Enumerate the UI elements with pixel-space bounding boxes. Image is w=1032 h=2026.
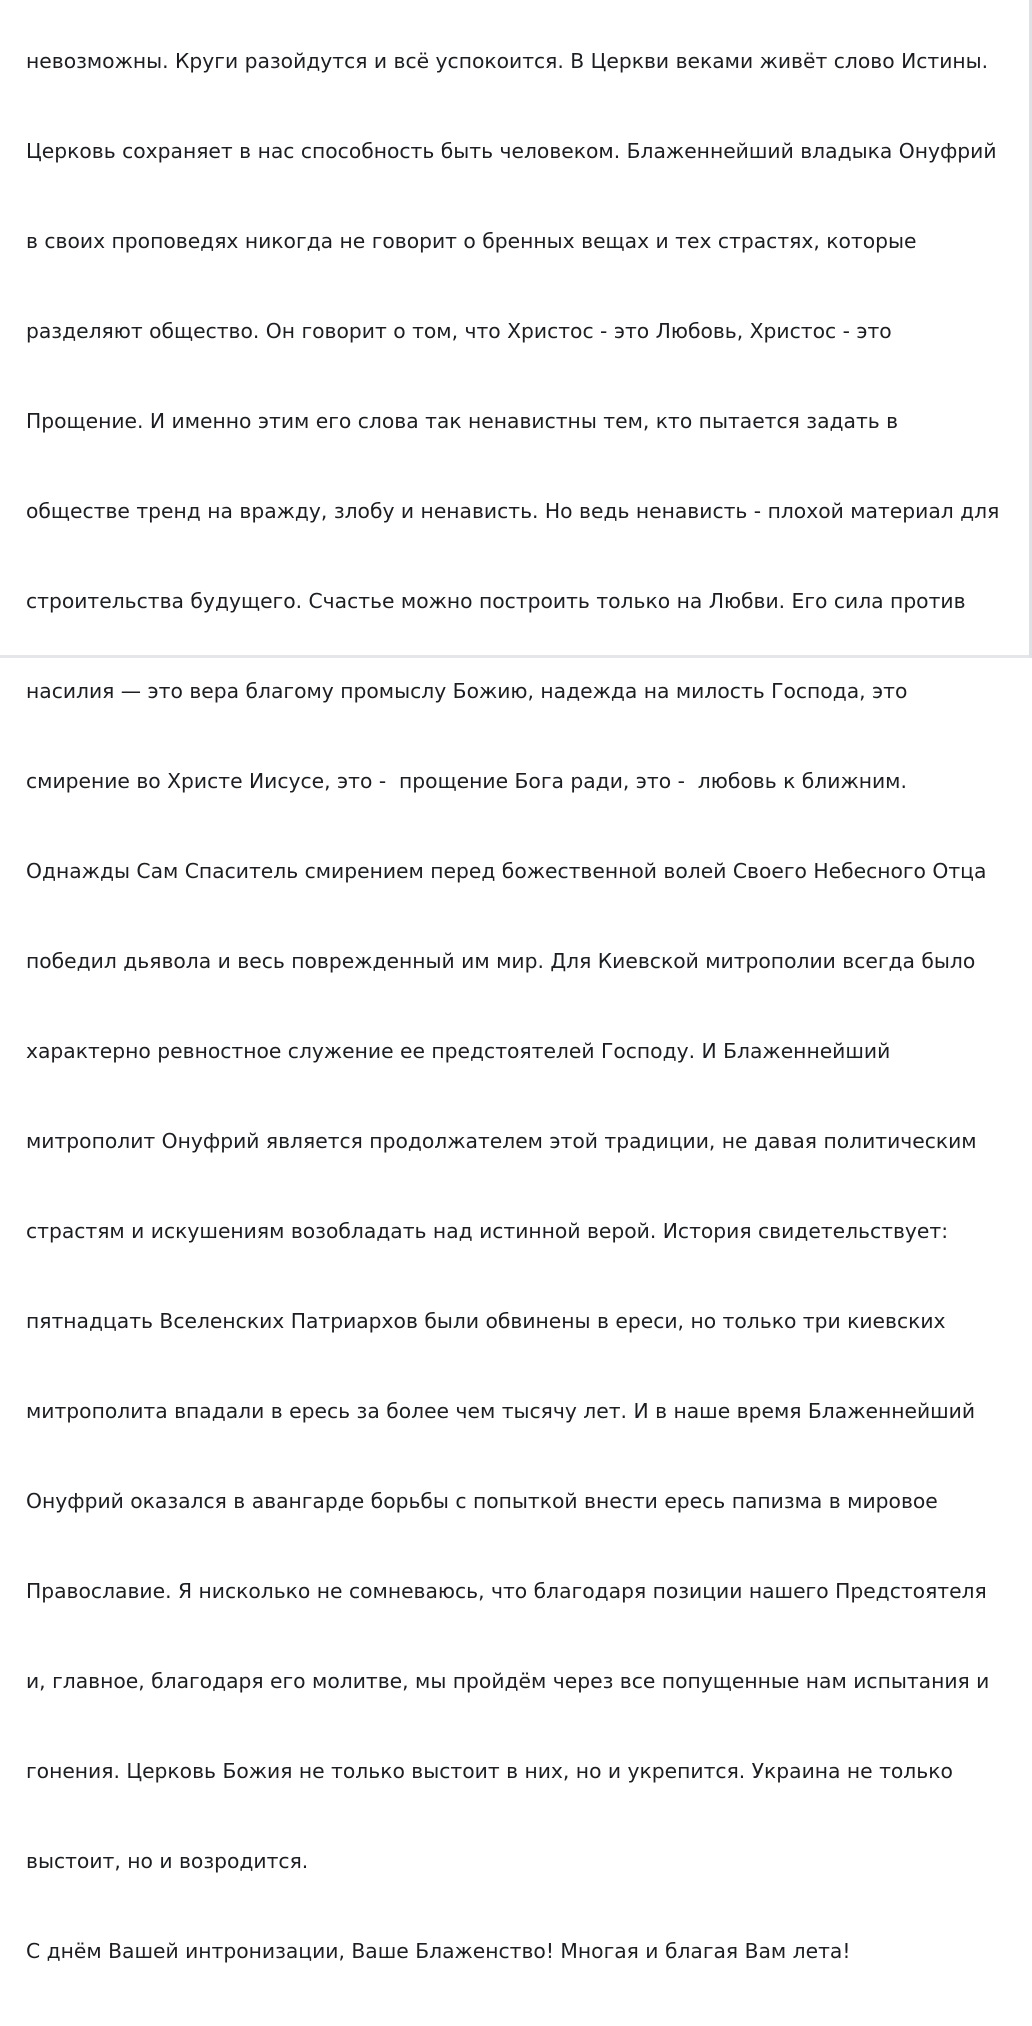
- post-text-line: и, главное, благодаря его молитве, мы пройдём через все попущенные нам испытания и: [26, 1669, 990, 1693]
- post-text-line: страстям и искушениям возобладать над истинной верой. История свидетельствует:: [26, 1219, 949, 1243]
- post-text-line: обществе тренд на вражду, злобу и ненависть. Но ведь ненависть - плохой материал для: [26, 499, 1000, 523]
- post-text-line: Церковь сохраняет в нас способность быть человеком. Блаженнейший владыка Онуфрий: [26, 139, 997, 163]
- post-text-line: Прощение. И именно этим его слова так ненавистны тем, кто пытается задать в: [26, 409, 899, 433]
- post-text-line: Онуфрий оказался в авангарде борьбы с попыткой внести ересь папизма в мировое: [26, 1489, 938, 1513]
- post-text-line: Однажды Сам Спаситель смирением перед божественной волей Своего Небесного Отца: [26, 859, 987, 883]
- post-text-line: строительства будущего. Счастье можно построить только на Любви. Его сила против: [26, 589, 966, 613]
- post-text-line: разделяют общество. Он говорит о том, что Христос - это Любовь, Христос - это: [26, 319, 892, 343]
- post-text-line: выстоит, но и возродится.: [26, 1849, 309, 1873]
- post-text-line: Православие. Я нисколько не сомневаюсь, что благодаря позиции нашего Предстоятеля: [26, 1579, 987, 1603]
- post-text-line: насилия — это вера благому промыслу Божию, надежда на милость Господа, это: [26, 679, 908, 703]
- post-text-line: характерно ревностное служение ее предстоятелей Господу. И Блаженнейший: [26, 1039, 891, 1063]
- post-text-line: гонения. Церковь Божия не только выстоит в них, но и укрепится. Украина не только: [26, 1759, 953, 1783]
- post-text-line: митрополита впадали в ересь за более чем тысячу лет. И в наше время Блаженнейший: [26, 1399, 976, 1423]
- post-text-line: в своих проповедях никогда не говорит о бренных вещах и тех страстях, которые: [26, 229, 917, 253]
- card-bottom-divider: [0, 655, 1029, 658]
- post-text-line: С днём Вашей интронизации, Ваше Блаженство! Многая и благая Вам лета!: [26, 1939, 851, 1963]
- post-text-line: смирение во Христе Иисусе, это - прощение Бога ради, это - любовь к ближним.: [26, 769, 907, 793]
- post-text-line: пятнадцать Вселенских Патриархов были обвинены в ереси, но только три киевских: [26, 1309, 946, 1333]
- post-text-line: митрополит Онуфрий является продолжателем этой традиции, не давая политическим: [26, 1129, 977, 1153]
- post-text-line: победил дьявола и весь поврежденный им мир. Для Киевской митрополии всегда было: [26, 949, 976, 973]
- post-text-line: невозможны. Круги разойдутся и всё успокоится. В Церкви веками живёт слово Истины.: [26, 49, 989, 73]
- post-text: [26, 0, 1016, 2026]
